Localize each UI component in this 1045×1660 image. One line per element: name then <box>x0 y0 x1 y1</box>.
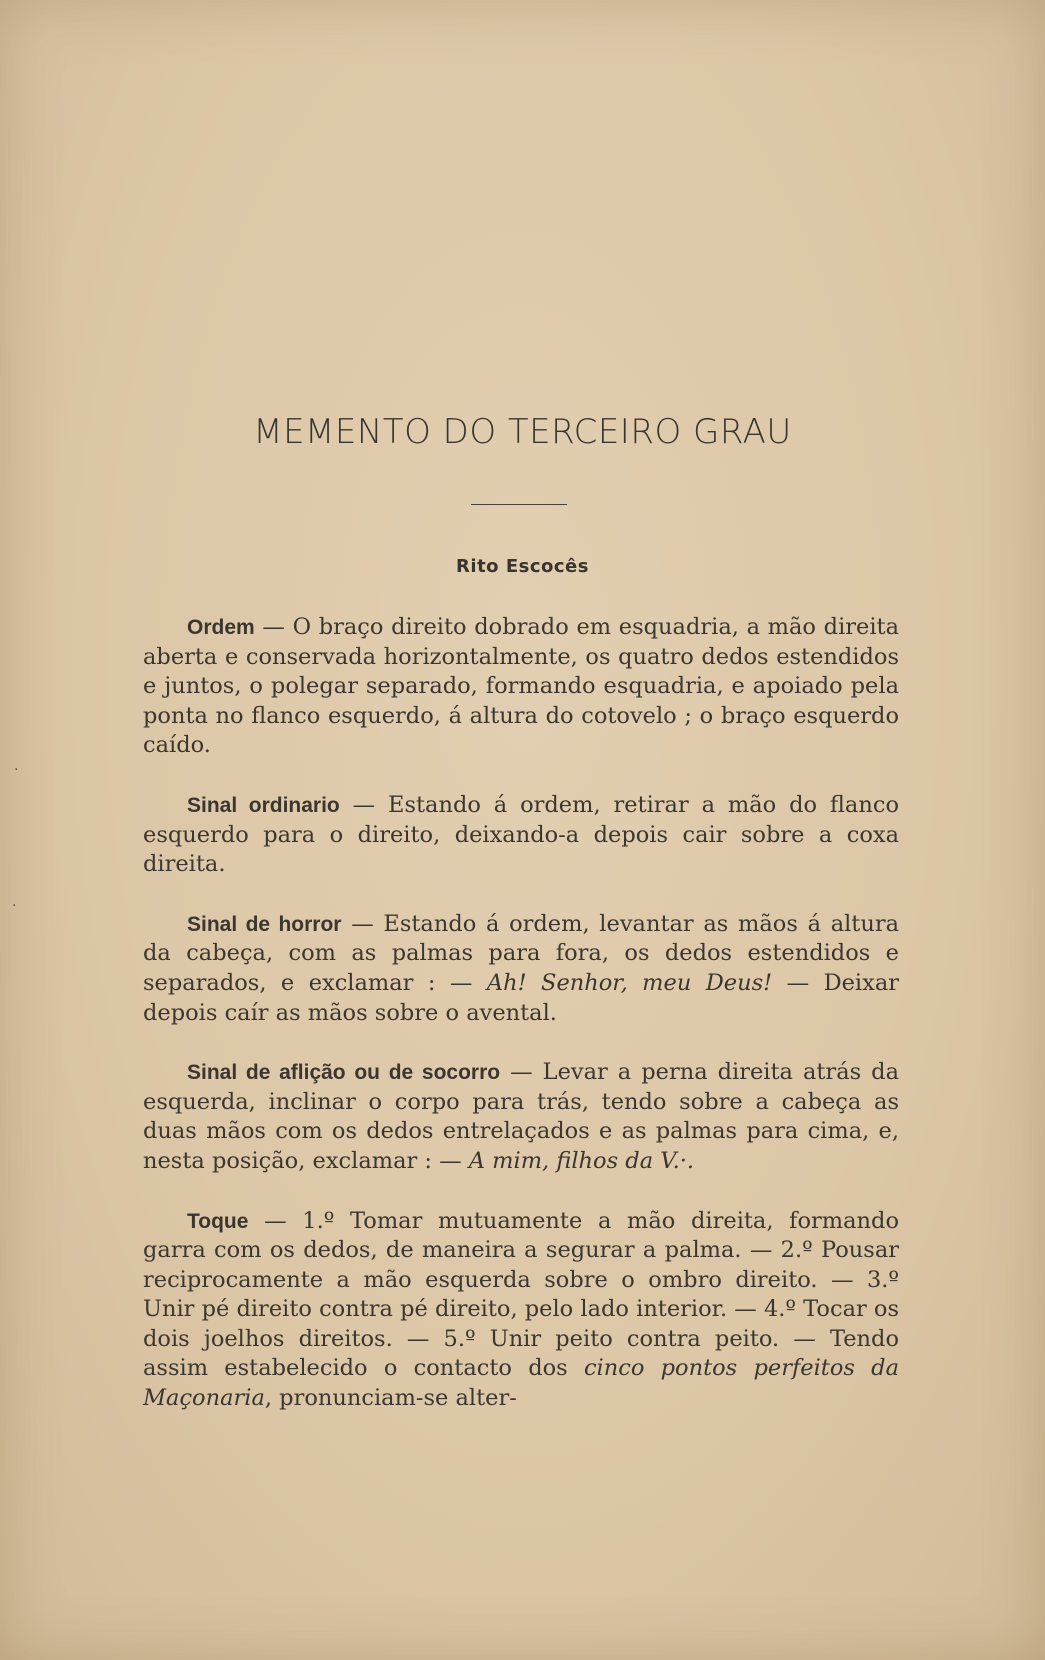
paragraph-text: — Estando á ordem, retirar a mão do flanco esquerdo para o direito, deixando-a depois cair sobre a coxa direita. <box>143 791 899 878</box>
paragraph-ordem <box>143 613 899 761</box>
paragraph-text: — Levar a perna direita atrás da esquerda, inclinar o corpo para trás, tendo sobre a cabeça as duas mãos com os dedos entrelaçados e as palmas para cima, e, nesta posição, exclamar : — <box>143 1059 899 1174</box>
section-subtitle: Rito Escocês <box>456 556 589 577</box>
paragraph-text: , pronunciam-se alter- <box>264 1385 517 1412</box>
paragraph-text: — Deixar depois caír as mãos sobre o avental. <box>143 969 899 1026</box>
paragraph-lead: Sinal de aflição ou de socorro <box>187 1061 501 1085</box>
paragraph-lead: Sinal de horror <box>187 912 342 936</box>
paragraph-sinal-ordinario <box>143 791 899 880</box>
paragraph-emphasis: cinco pontos perfeitos da Maçonaria <box>143 1355 900 1412</box>
margin-speck: · <box>14 762 19 778</box>
paragraph-text: — O braço direito dobrado em esquadria, a mão direita aberta e conservada horizontalmente, os quatro dedos estendidos e juntos, o polegar separado, formando esquadria, e apoiado pela ponta no flanco esquerdo, á altura do cotovelo ; o braço esquerdo caído. <box>143 614 899 759</box>
paragraph-text: — Estando á ordem, levantar as mãos á altura da cabeça, com as palmas para fora, os dedos estendidos e separados, e exclamar : — <box>143 910 900 996</box>
paragraph-sinal-de-horror <box>143 910 899 1028</box>
paragraph-exclamation: A mim, filhos da V.·. <box>468 1147 695 1174</box>
paragraph-exclamation: Ah! Senhor, meu Deus! <box>486 969 773 996</box>
page-title: MEMENTO DO TERCEIRO GRAU <box>253 412 792 452</box>
paragraph-lead: Ordem <box>187 616 255 639</box>
paragraph-lead: Sinal ordinario <box>187 793 340 817</box>
paragraph-sinal-de-aflicao <box>143 1058 899 1176</box>
paragraph-toque <box>143 1207 899 1414</box>
margin-speck: · <box>12 898 17 914</box>
paragraph-lead: Toque <box>187 1209 249 1233</box>
title-divider <box>471 504 567 505</box>
paragraph-text: — 1.º Tomar mutuamente a mão direita, formando garra com os dedos, de maneira a segurar a palma. — 2.º Pousar reciprocamente a mão esquerda sobre o ombro direito. — 3.º Unir pé direito contra pé direito, pelo lado interior. — 4.º Tocar os dois joelhos direitos. — 5.º Unir peito contra peito. — Tendo assim estabelecido o contacto dos <box>143 1207 899 1382</box>
body-text <box>143 613 899 1444</box>
